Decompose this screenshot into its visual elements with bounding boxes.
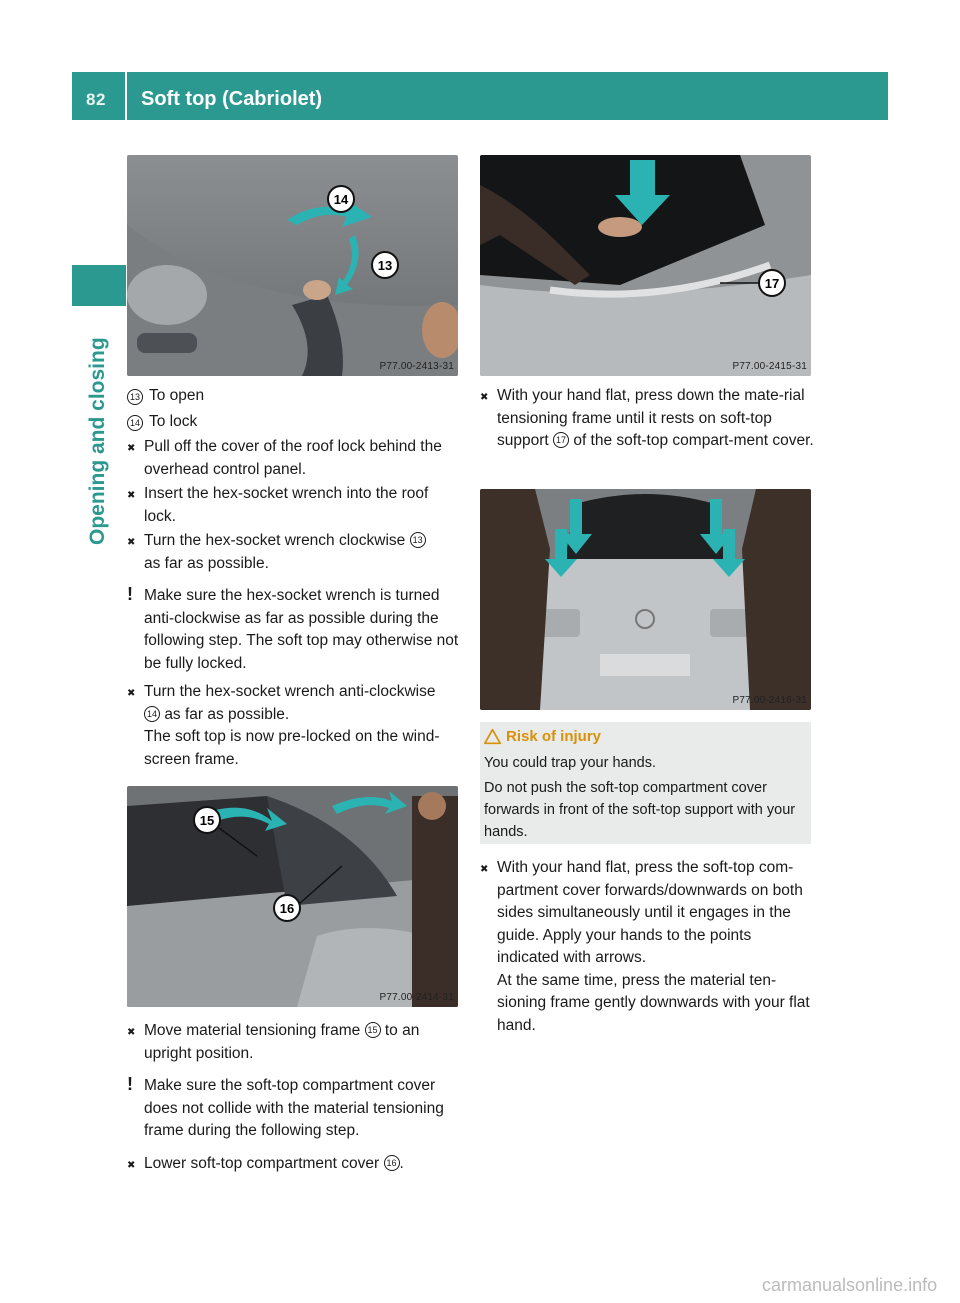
step-marker-icon bbox=[127, 436, 135, 461]
figure-roof-lock bbox=[127, 155, 458, 376]
instruction-step: ✖ Turn the hex-socket wrench anti-clockwise 14 as far as possible. The soft top is now pre-locked on the wind-screen frame. bbox=[127, 681, 463, 771]
figure-code: P77.00-2416-31 bbox=[732, 695, 807, 706]
callout-number: 16 bbox=[384, 1155, 400, 1171]
step-marker-icon bbox=[127, 681, 135, 706]
step-marker-icon bbox=[480, 857, 488, 882]
step-marker-icon bbox=[127, 530, 135, 555]
column-right bbox=[480, 385, 816, 453]
figure-tensioning-frame bbox=[127, 786, 458, 1007]
figure-code: P77.00-2414-31 bbox=[379, 992, 454, 1003]
callout-17: 17 bbox=[764, 276, 780, 291]
warning-text: You could trap your hands. bbox=[484, 755, 656, 771]
callout-number: 14 bbox=[144, 706, 160, 722]
instruction-step: ✖ Lower soft-top compartment cover 16 . bbox=[127, 1153, 463, 1176]
warning-text: Do not push the soft-top compartment cover forwards in front of the soft-top support with your hands. bbox=[484, 780, 796, 840]
column-left bbox=[127, 385, 463, 771]
warning-triangle-icon bbox=[484, 728, 501, 745]
callout-number: 17 bbox=[553, 432, 569, 448]
instruction-step: ✖ Insert the hex-socket wrench into the roof lock. bbox=[127, 483, 463, 528]
callout-number: 13 bbox=[127, 389, 143, 405]
caution-note: ! Make sure the soft-top compartment cover does not collide with the material tensioning frame during the following step. bbox=[127, 1074, 444, 1139]
legend-item: 14 To lock bbox=[127, 411, 463, 434]
figure-code: P77.00-2413-31 bbox=[379, 361, 454, 372]
column-right-lower bbox=[480, 857, 816, 1037]
caution-note: ! Make sure the hex-socket wrench is turned anti-clockwise as far as possible during the following step. The soft top may otherwise not be fully locked. bbox=[127, 584, 459, 672]
instruction-step: ✖ With your hand flat, press down the mate-rial tensioning frame until it rests on soft-top support 17 of the soft-top compart-ment cover. bbox=[480, 385, 816, 453]
callout-14: 14 bbox=[333, 192, 349, 207]
section-title: Opening and closing bbox=[86, 337, 109, 545]
warning-box bbox=[480, 722, 811, 844]
page-number: 82 bbox=[86, 90, 106, 109]
figure-press-frame bbox=[480, 155, 811, 376]
column-left-lower bbox=[127, 1020, 463, 1175]
figure-rear-view bbox=[480, 489, 811, 710]
instruction-step: ✖ Turn the hex-socket wrench clockwise 13 as far as possible. bbox=[127, 530, 463, 575]
step-marker-icon bbox=[480, 385, 488, 410]
instruction-step: ✖ Move material tensioning frame 15 to an upright position. bbox=[127, 1020, 463, 1065]
callout-13: 13 bbox=[377, 258, 393, 273]
header-divider bbox=[125, 72, 127, 120]
callout-number: 14 bbox=[127, 415, 143, 431]
footer-watermark: carmanualsonline.info bbox=[762, 1275, 938, 1295]
callout-number: 15 bbox=[365, 1022, 381, 1038]
callout-number: 13 bbox=[410, 532, 426, 548]
instruction-step: ✖ With your hand flat, press the soft-top com-partment cover forwards/downwards on both sides simultaneously until it engages in the guide. Apply your hands to the points indicated with arrows. At the same time, press the material ten-sioning frame gently downwards with your flat hand. bbox=[480, 857, 816, 1037]
callout-16: 16 bbox=[279, 901, 295, 916]
exclamation-icon: ! bbox=[127, 584, 133, 604]
figure-code: P77.00-2415-31 bbox=[732, 361, 807, 372]
exclamation-icon: ! bbox=[127, 1074, 133, 1094]
warning-heading: Risk of injury bbox=[506, 728, 602, 745]
step-marker-icon bbox=[127, 483, 135, 508]
section-tab-marker bbox=[72, 265, 126, 306]
legend-item: 13 To open bbox=[127, 385, 463, 408]
instruction-step: ✖ Pull off the cover of the roof lock behind the overhead control panel. bbox=[127, 436, 463, 481]
page-title: Soft top (Cabriolet) bbox=[141, 88, 323, 110]
callout-15: 15 bbox=[199, 813, 215, 828]
step-marker-icon bbox=[127, 1153, 135, 1178]
step-marker-icon bbox=[127, 1020, 135, 1045]
